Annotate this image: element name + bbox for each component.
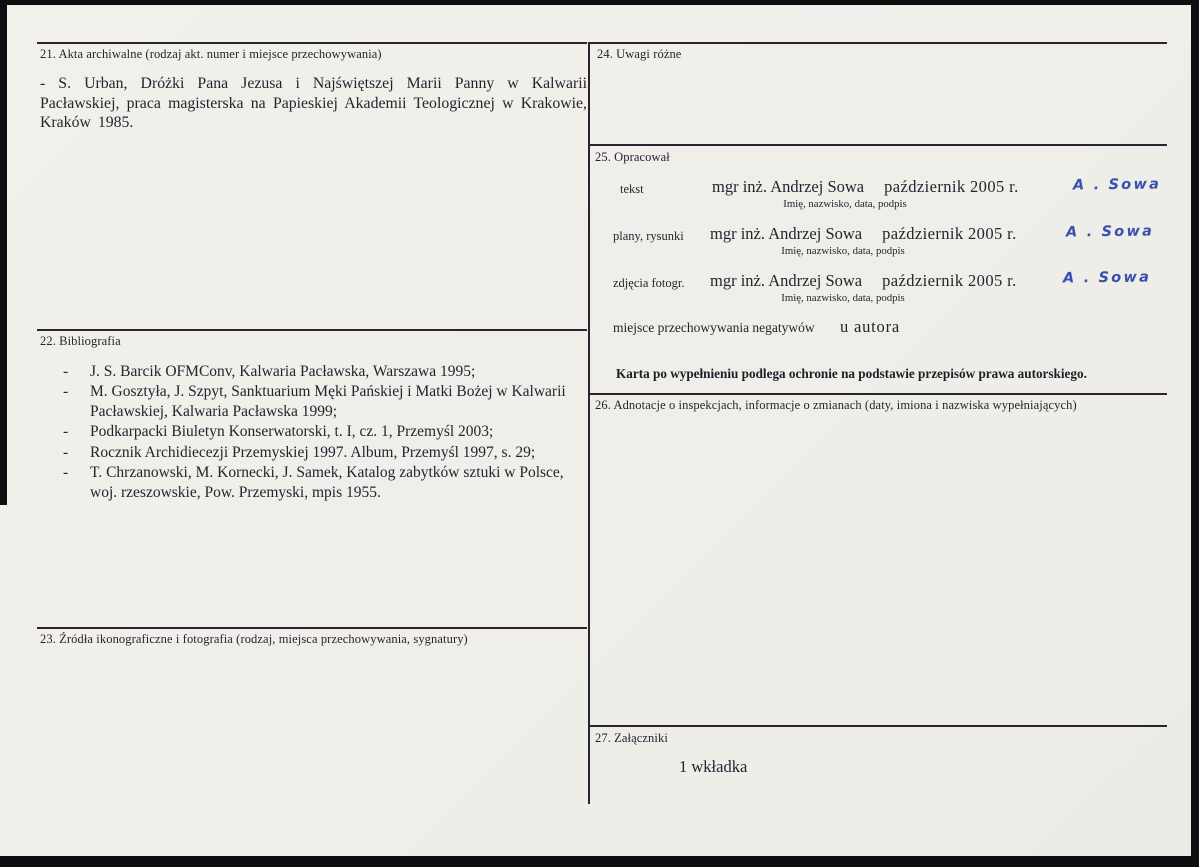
section-25-label: 25. Opracował — [595, 150, 670, 164]
rule-section-23-top — [37, 627, 587, 629]
bibliography-item — [63, 362, 587, 382]
author-name: mgr inż. Andrzej Sowa — [710, 271, 863, 290]
rule-section-25-top — [590, 144, 1167, 146]
negatives-storage-value: u autora — [840, 317, 901, 336]
section-24-label: 24. Uwagi różne — [597, 47, 682, 61]
author-row-role: zdjęcia fotogr. — [613, 276, 685, 290]
list-dash: - — [63, 363, 69, 380]
bibliography-item-text: Rocznik Archidiecezji Przemyskiej 1997. Album, Przemyśl 1997, s. 29; — [90, 443, 536, 461]
signature-caption: Imię, nazwisko, data, podpis — [783, 198, 907, 210]
bibliography-item-text: M. Gosztyła, J. Szpyt, Sanktuarium Męki Pańskiej i Matki Bożej w Kalwarii Pacławskiej, Kalwaria Pacławska 1999; — [90, 383, 566, 421]
list-dash: - — [63, 423, 69, 441]
scan-edge-left — [0, 0, 7, 505]
author-row-name-date — [710, 271, 1017, 291]
section-22-label: 22. Bibliografia — [40, 334, 121, 348]
scan-edge-bottom — [0, 856, 1199, 867]
list-dash: - — [63, 443, 69, 461]
list-dash: - — [63, 383, 69, 401]
author-row-role: plany, rysunki — [613, 229, 684, 243]
attachments-value: 1 wkładka — [679, 757, 748, 776]
section-27-label: 27. Załączniki — [595, 731, 668, 745]
bibliography-item — [63, 382, 587, 422]
rule-section-21-top — [37, 42, 587, 44]
handwritten-signature: A . Sowa — [1072, 176, 1162, 194]
signature-caption: Imię, nazwisko, data, podpis — [781, 245, 905, 257]
author-name: mgr inż. Andrzej Sowa — [712, 177, 865, 196]
bibliography-item — [63, 422, 587, 442]
author-name: mgr inż. Andrzej Sowa — [710, 224, 863, 243]
section-26-label: 26. Adnotacje o inspekcjach, informacje o zmianach (daty, imiona i nazwiska wypełniających) — [595, 398, 1077, 412]
rule-section-27-top — [590, 725, 1167, 727]
negatives-storage-label: miejsce przechowywania negatywów — [613, 320, 815, 335]
author-row-role: tekst — [620, 182, 644, 196]
bibliography-list — [63, 362, 587, 503]
rule-column-divider — [588, 42, 590, 804]
rule-section-24-top — [590, 42, 1167, 44]
bibliography-item-text: Podkarpacki Biuletyn Konserwatorski, t. I, cz. 1, Przemyśl 2003; — [90, 423, 494, 441]
scan-edge-right — [1191, 0, 1199, 867]
signature-caption: Imię, nazwisko, data, podpis — [781, 292, 905, 304]
author-date: październik 2005 r. — [884, 177, 1019, 196]
author-date: październik 2005 r. — [882, 271, 1017, 290]
list-dash: - — [63, 463, 69, 481]
bibliography-item-text: T. Chrzanowski, M. Kornecki, J. Samek, Katalog zabytków sztuki w Polsce, woj. rzeszowskie, Pow. Przemyski, mpis 1955. — [90, 463, 564, 501]
section-23-label: 23. Źródła ikonograficzne i fotografia (rodzaj, miejsca przechowywania, sygnatury) — [40, 632, 468, 646]
bibliography-item — [63, 443, 587, 463]
section-21-archival-text: - S. Urban, Dróżki Pana Jezusa i Najświętszej Marii Panny w Kalwarii Pacławskiej, praca magisterska na Papieskiej Akademii Teologicznej w Krakowie, Kraków 1985. — [40, 75, 587, 131]
rule-section-22-top — [37, 329, 587, 331]
copyright-notice: Karta po wypełnieniu podlega ochronie na podstawie przepisów prawa autorskiego. — [616, 366, 1087, 381]
author-row-name-date — [710, 224, 1017, 244]
author-date: październik 2005 r. — [882, 224, 1017, 243]
author-row-name-date — [712, 177, 1019, 197]
bibliography-item — [63, 463, 587, 503]
rule-section-26-top — [590, 393, 1167, 395]
handwritten-signature: A . Sowa — [1065, 223, 1155, 241]
scan-edge-top — [0, 0, 1199, 5]
bibliography-item-text: J. S. Barcik OFMConv, Kalwaria Pacławska, Warszawa 1995; — [90, 363, 476, 380]
handwritten-signature: A . Sowa — [1062, 269, 1152, 287]
section-21-label: 21. Akta archiwalne (rodzaj akt. numer i miejsce przechowywania) — [40, 47, 382, 61]
